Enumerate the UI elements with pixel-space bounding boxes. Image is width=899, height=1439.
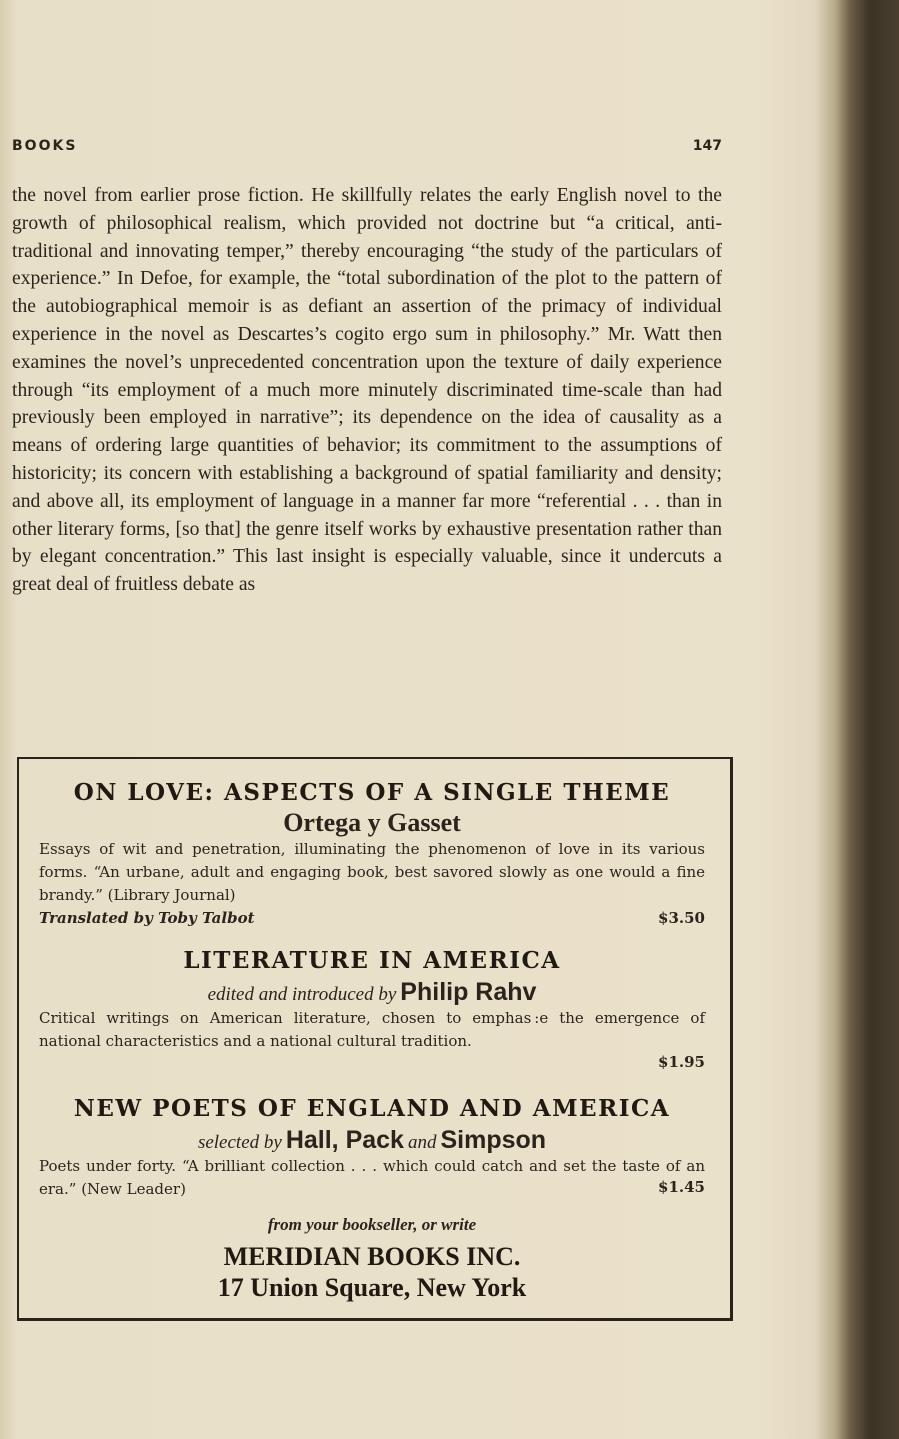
book-byline — [39, 808, 705, 838]
order-line: from your bookseller, or write — [267, 1215, 477, 1234]
book-price: $1.95 — [658, 1053, 705, 1071]
book-description: Essays of wit and penetration, illuminating the phenomenon of love in its various forms. “An urbane, adult and engaging book, best savored slowly as one would a fine brandy.” (Library Journal) — [39, 840, 705, 904]
book-author: Philip Rahv — [400, 978, 537, 1006]
book-translator: Translated by Toby Talbot — [39, 909, 255, 927]
book-price: $3.50 — [658, 909, 705, 927]
publisher-name: MERIDIAN BOOKS INC. — [223, 1242, 521, 1271]
book-description: Poets under forty. “A brilliant collection . . . which could catch and set the taste of an era.” (New Leader) — [39, 1157, 705, 1198]
running-head — [12, 138, 722, 160]
book-author: Simpson — [440, 1126, 547, 1154]
book-byline-lead: selected by — [197, 1132, 282, 1153]
book-price: $1.45 — [658, 1178, 705, 1196]
section-title: BOOKS — [12, 138, 78, 154]
book-author: Hall, Pack — [285, 1126, 404, 1154]
advertisement-box — [17, 757, 733, 1321]
book-credit-row — [39, 907, 705, 930]
book-title: LITERATURE IN AMERICA — [183, 947, 561, 974]
body-paragraph: the novel from earlier prose fiction. He skillfully relates the early English novel to the growth of philosophical realism, which provided not doctrine but “a critical, anti-traditional and innovating temper,” thereby encouraging “the study of the particulars of experience.” In Defoe, for example, the “total subordination of the plot to the pattern of the autobiographical memoir is as defiant an assertion of the primacy of individual experience in the novel as Descartes’s cogito ergo sum in philosophy.” Mr. Watt then examines the novel’s unprecedented concentration upon the texture of daily experience through “its employment of a much more minutely discriminated time-scale than had previously been employed in narrative”; its dependence on the idea of causality as a means of ordering large quantities of behavior; its commitment to the assumptions of historicity; its concern with establishing a background of spatial familiarity and density; and above all, its employment of language in a manner far more “referential . . . than in other literary forms, [so that] the genre itself works by exhaustive presentation rather than by elegant concentration.” This last insight is especially valuable, since it undercuts a great deal of fruitless debate as — [12, 185, 722, 596]
body-text — [12, 182, 722, 599]
book-title: NEW POETS OF ENGLAND AND AMERICA — [73, 1095, 671, 1122]
order-info — [39, 1215, 705, 1303]
book-title: ON LOVE: ASPECTS OF A SINGLE THEME — [73, 779, 671, 806]
book-byline — [39, 978, 705, 1007]
page-number: 147 — [692, 138, 722, 154]
book-byline-lead: edited and introduced by — [207, 984, 397, 1005]
book-byline — [39, 1126, 705, 1155]
ad-book-new-poets — [39, 1095, 705, 1196]
book-description: Critical writings on American literature, chosen to emphas :e the emergence of national characteristics and a national cultural tradition. — [39, 1009, 705, 1050]
publisher-address: 17 Union Square, New York — [217, 1273, 527, 1302]
book-byline-and: and — [407, 1132, 437, 1153]
book-author: Ortega y Gasset — [283, 808, 461, 837]
ad-book-literature-in-america — [39, 947, 705, 1071]
ad-book-on-love — [39, 779, 705, 930]
